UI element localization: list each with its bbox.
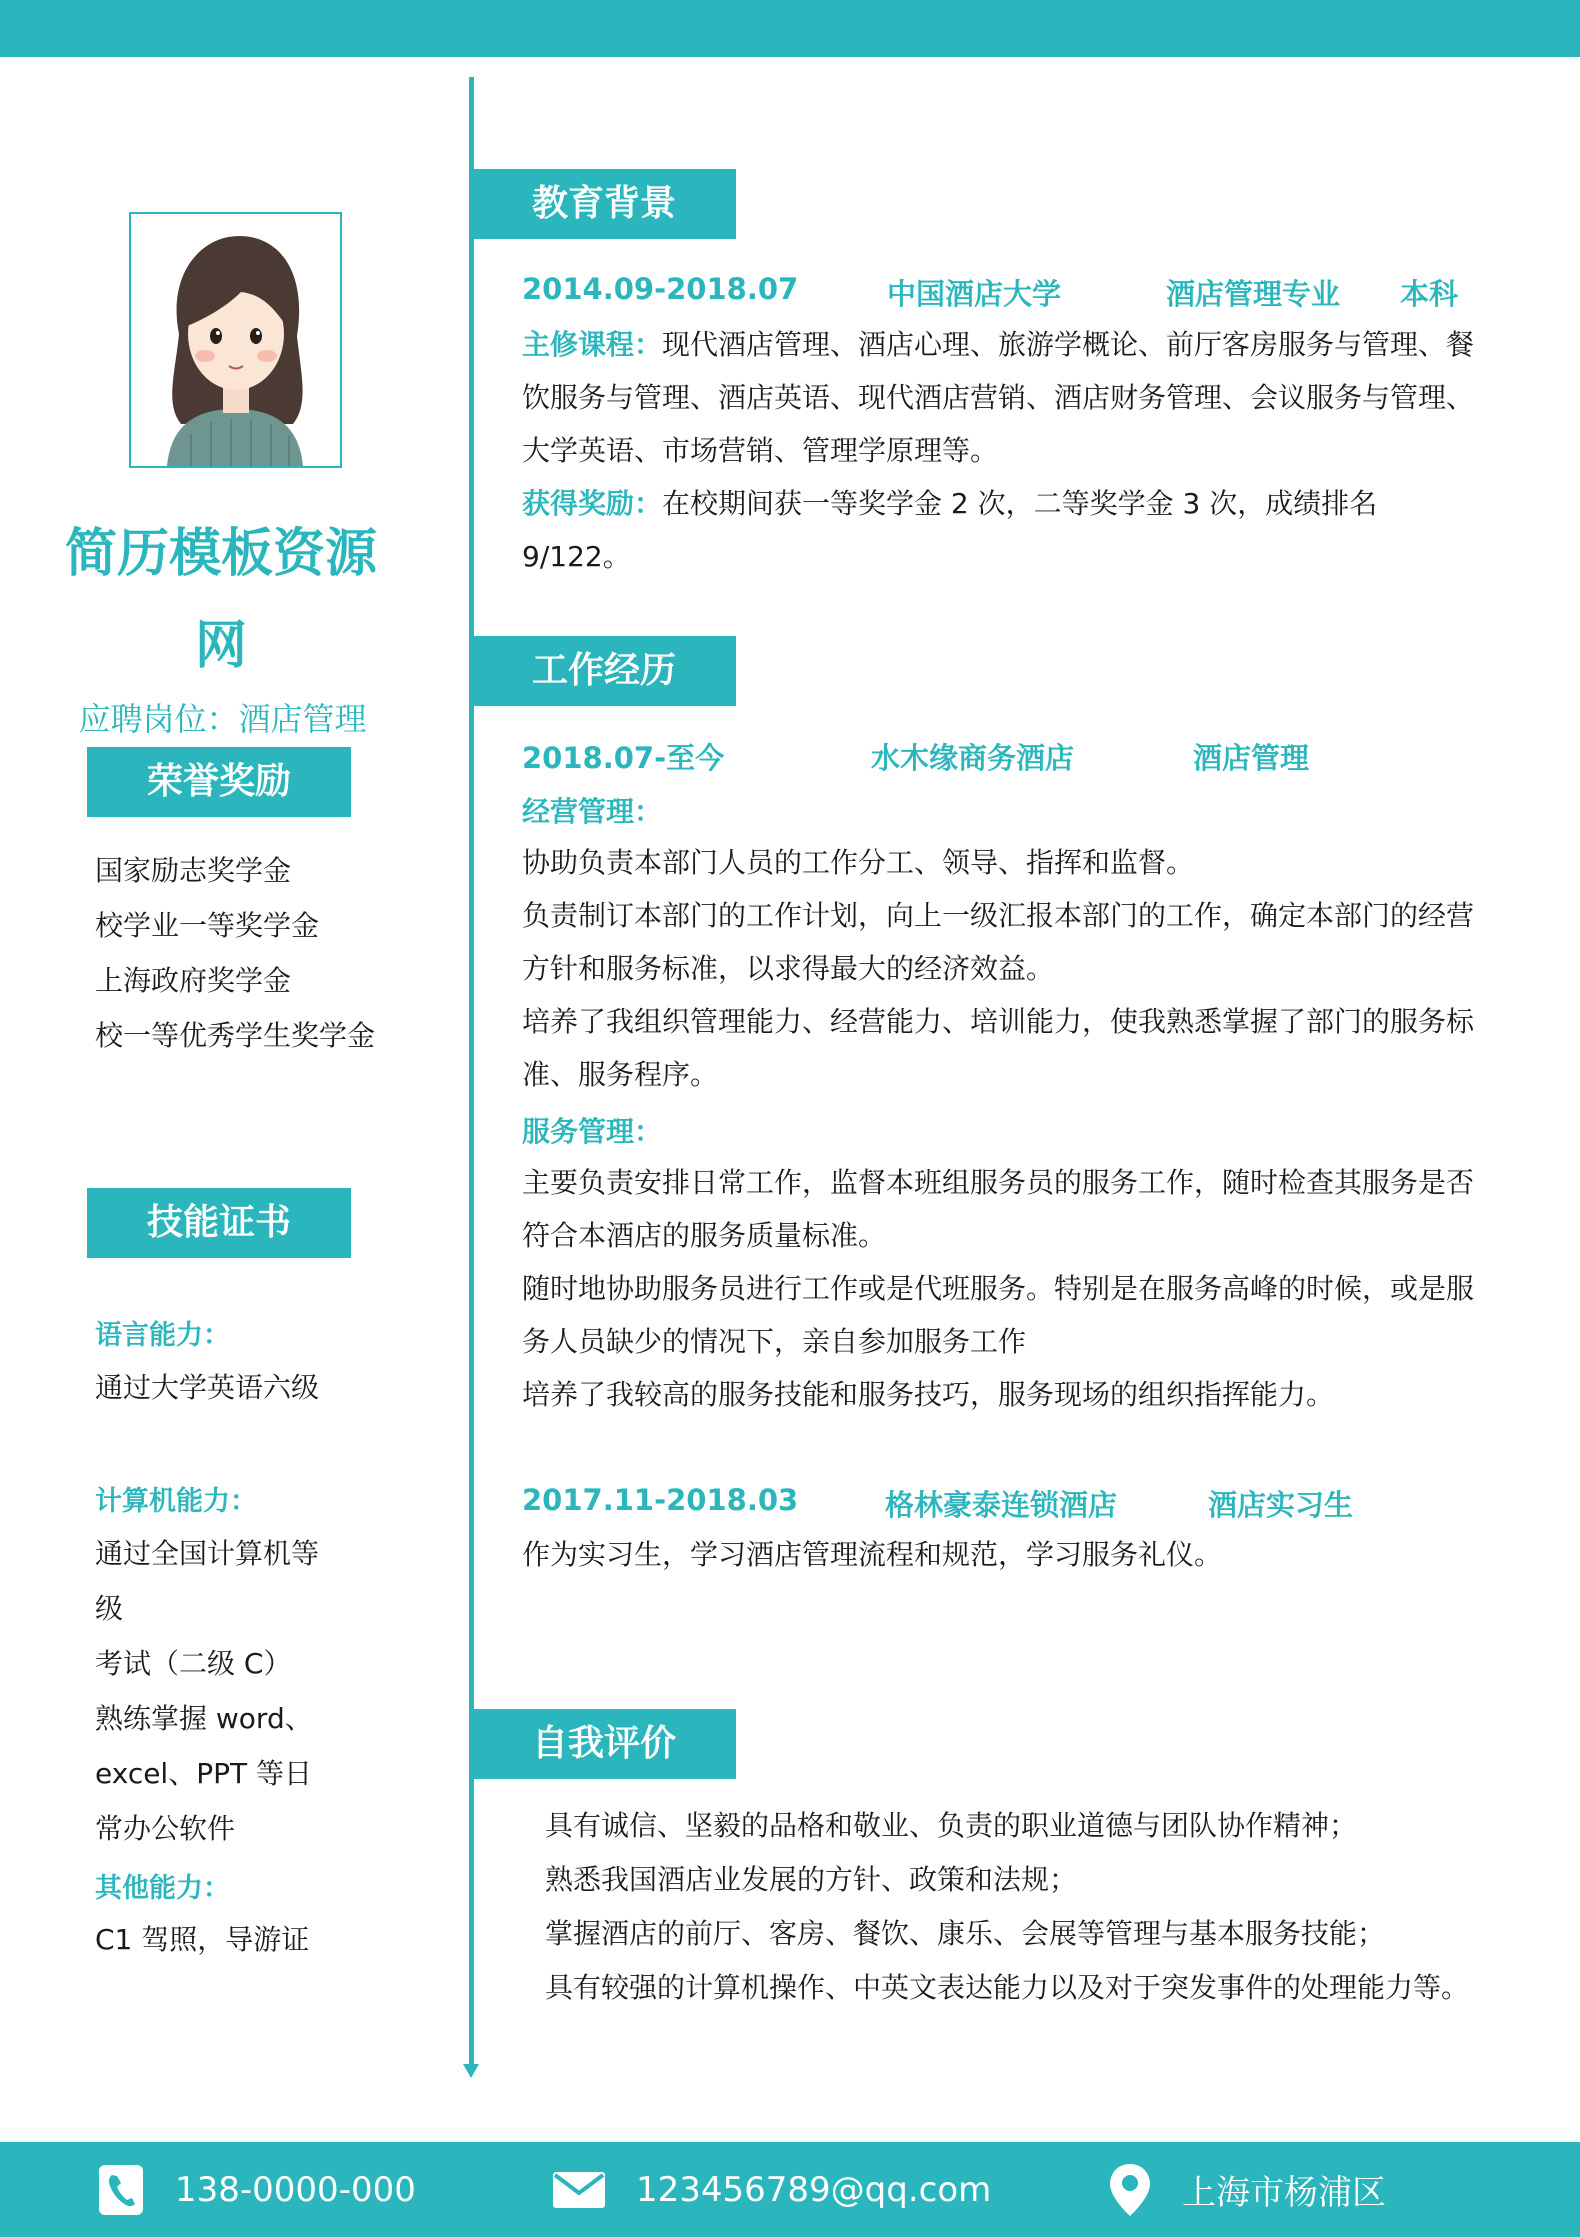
job2-role: 酒店实习生 xyxy=(1208,1488,1354,1522)
duty-line: 随时地协助服务员进行工作或是代班服务。特别是在服务高峰的时候，或是服 xyxy=(522,1272,1475,1305)
contact-footer xyxy=(0,2142,1580,2237)
address-text: 上海市杨浦区 xyxy=(1182,2173,1386,2213)
skills-heading: 技能证书 xyxy=(87,1188,351,1258)
awards-label: 获得奖励： xyxy=(522,487,663,520)
candidate-name: 简历模板资源网 xyxy=(64,524,377,676)
phone-text: 138-0000-000 xyxy=(175,2169,416,2210)
contact-email xyxy=(552,2142,991,2237)
phone-icon xyxy=(97,2163,145,2217)
language-label: 语言能力： xyxy=(95,1320,230,1351)
timeline-arrow-icon xyxy=(463,2064,479,2078)
evaluation-heading: 自我评价 xyxy=(474,1709,736,1779)
computer-text xyxy=(95,1526,345,1856)
other-text: C1 驾照，导游证 xyxy=(95,1923,310,1956)
computer-line: 常办公软件 xyxy=(95,1812,236,1845)
courses-line: 大学英语、市场营销、管理学原理等。 xyxy=(522,434,999,467)
education-degree: 本科 xyxy=(1400,277,1459,311)
computer-line: 通过全国计算机等级 xyxy=(95,1537,320,1625)
courses-line: 饮服务与管理、酒店英语、现代酒店营销、酒店财务管理、会议服务与管理、 xyxy=(522,381,1475,414)
avatar-photo xyxy=(129,212,342,468)
education-courses xyxy=(522,318,1482,583)
location-pin-icon xyxy=(1108,2162,1152,2218)
evaluation-item: 熟悉我国酒店业发展的方针、政策和法规； xyxy=(545,1863,1078,1896)
honors-list xyxy=(95,843,375,1063)
top-accent-bar xyxy=(0,0,1580,57)
education-school: 中国酒店大学 xyxy=(887,277,1062,311)
courses-line: 现代酒店管理、酒店心理、旅游学概论、前厅客房服务与管理、餐 xyxy=(662,328,1475,361)
language-text: 通过大学英语六级 xyxy=(95,1371,320,1404)
duty-line: 方针和服务标准，以求得最大的经济效益。 xyxy=(522,952,1055,985)
honor-item: 国家励志奖学金 xyxy=(95,854,292,887)
education-period: 2014.09-2018.07 xyxy=(522,272,799,306)
email-icon xyxy=(552,2171,606,2209)
evaluation-item: 具有较强的计算机操作、中英文表达能力以及对于突发事件的处理能力等。 xyxy=(545,1971,1470,2004)
duty-line: 务人员缺少的情况下，亲自参加服务工作 xyxy=(522,1325,1027,1358)
honor-item: 校学业一等奖学金 xyxy=(95,909,320,942)
duty-line: 协助负责本部门人员的工作分工、领导、指挥和监督。 xyxy=(522,846,1195,879)
duty-line: 培养了我较高的服务技能和服务技巧，服务现场的组织指挥能力。 xyxy=(522,1378,1335,1411)
job1-sub1-text xyxy=(522,836,1482,1101)
job1-sub2-text xyxy=(522,1156,1482,1421)
awards-text: 在校期间获一等奖学金 2 次，二等奖学金 3 次，成绩排名 9/122。 xyxy=(522,487,1378,573)
job2-text: 作为实习生，学习酒店管理流程和规范，学习服务礼仪。 xyxy=(522,1538,1223,1571)
job-position: 应聘岗位：酒店管理 xyxy=(78,700,367,738)
job2-company: 格林豪泰连锁酒店 xyxy=(885,1488,1118,1522)
contact-phone xyxy=(97,2142,416,2237)
education-heading: 教育背景 xyxy=(474,169,736,239)
honor-item: 校一等优秀学生奖学金 xyxy=(95,1019,376,1052)
contact-address xyxy=(1108,2142,1386,2237)
computer-line: 熟练掌握 word、 xyxy=(95,1702,313,1735)
duty-line: 主要负责安排日常工作，监督本班组服务员的服务工作，随时检查其服务是否 xyxy=(522,1166,1475,1199)
job1-role: 酒店管理 xyxy=(1193,741,1310,775)
job1-sub1-label: 经营管理： xyxy=(522,795,663,828)
computer-label: 计算机能力： xyxy=(95,1486,257,1517)
evaluation-item: 具有诚信、坚毅的品格和敬业、负责的职业道德与团队协作精神； xyxy=(545,1809,1358,1842)
email-text: 123456789@qq.com xyxy=(636,2169,992,2210)
duty-line: 负责制订本部门的工作计划，向上一级汇报本部门的工作，确定本部门的经营 xyxy=(522,899,1475,932)
computer-line: 考试（二级 C） xyxy=(95,1647,292,1680)
evaluation-item: 掌握酒店的前厅、客房、餐饮、康乐、会展等管理与基本服务技能； xyxy=(545,1917,1386,1950)
computer-line: excel、PPT 等日 xyxy=(95,1757,312,1790)
honors-heading: 荣誉奖励 xyxy=(87,747,351,817)
job1-company: 水木缘商务酒店 xyxy=(871,741,1075,775)
other-label: 其他能力： xyxy=(95,1873,230,1904)
honor-item: 上海政府奖学金 xyxy=(95,964,292,997)
courses-label: 主修课程： xyxy=(522,328,663,361)
duty-line: 符合本酒店的服务质量标准。 xyxy=(522,1219,887,1252)
education-major: 酒店管理专业 xyxy=(1166,277,1341,311)
evaluation-list xyxy=(545,1799,1505,2015)
duty-line: 准、服务程序。 xyxy=(522,1058,719,1091)
duty-line: 培养了我组织管理能力、经营能力、培训能力，使我熟悉掌握了部门的服务标 xyxy=(522,1005,1475,1038)
work-heading: 工作经历 xyxy=(474,636,736,706)
avatar-illustration xyxy=(131,214,340,466)
job1-sub2-label: 服务管理： xyxy=(522,1115,663,1148)
job1-period: 2018.07-至今 xyxy=(522,741,725,775)
job2-period: 2017.11-2018.03 xyxy=(522,1483,799,1517)
